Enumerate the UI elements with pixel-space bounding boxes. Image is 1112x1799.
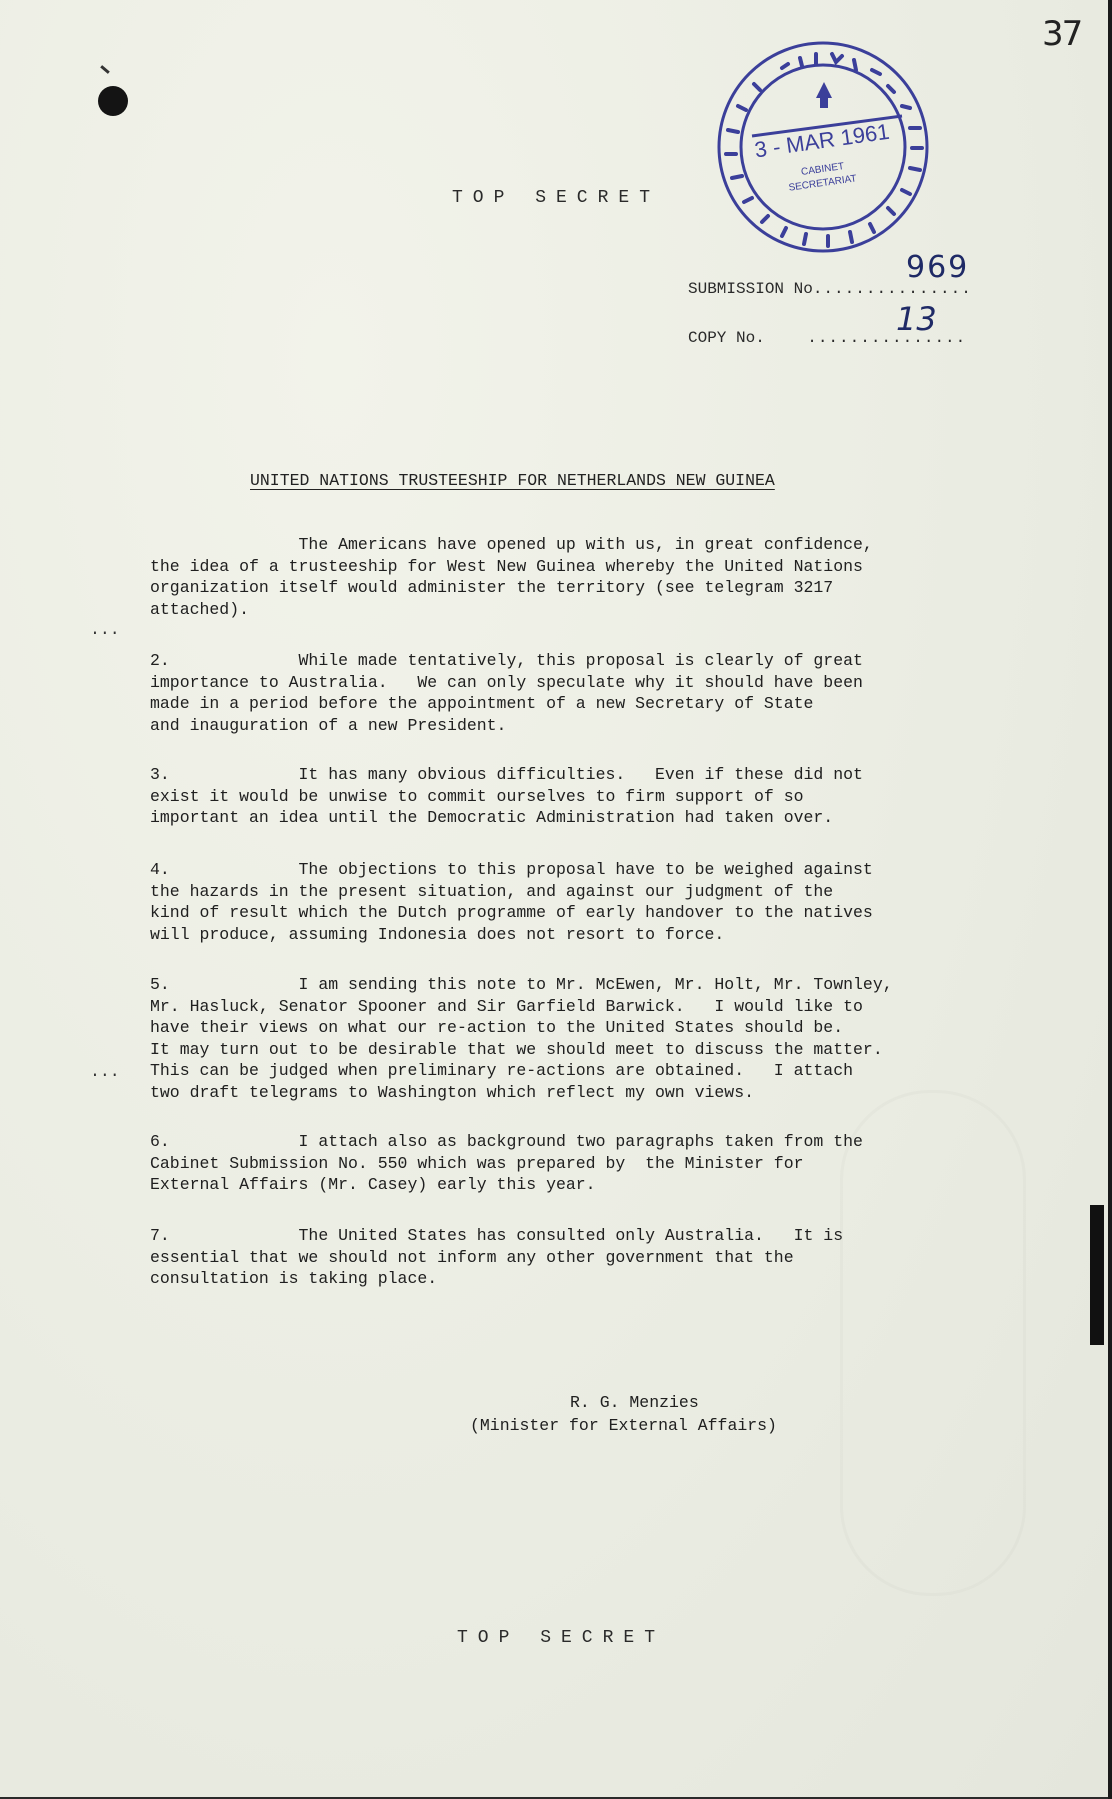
paragraph-3: 3. It has many obvious difficulties. Even if these did not exist it would be unwise to commit ourselves to firm support of so important an idea until the Democratic Administration had taken over. bbox=[150, 765, 863, 827]
paragraph-7: 7. The United States has consulted only Australia. It is essential that we should not inform any other government that the consultation is taking place. bbox=[150, 1226, 844, 1288]
signature-name: R. G. Menzies bbox=[570, 1393, 699, 1412]
classification-footer: TOP SECRET bbox=[457, 1628, 666, 1648]
page-edge-tab bbox=[1090, 1205, 1104, 1345]
show-through-watermark bbox=[840, 1090, 1026, 1596]
submission-label: SUBMISSION No bbox=[688, 280, 813, 298]
paragraph-4: 4. The objections to this proposal have to be weighed against the hazards in the present situation, and against our judgment of the kind of result which the Dutch programme of early handover to the natives will produce, assuming Indonesia does not resort to force. bbox=[150, 860, 873, 944]
submission-number-line: SUBMISSION No............... bbox=[688, 280, 972, 298]
copy-number-line: COPY No. ............... bbox=[688, 329, 967, 347]
punch-hole-mark bbox=[100, 65, 110, 74]
punch-hole bbox=[98, 86, 128, 116]
page-number: 37 bbox=[1042, 14, 1082, 54]
classification-header: TOP SECRET bbox=[452, 188, 661, 208]
scan-edge bbox=[1108, 0, 1112, 1799]
signature-title: (Minister for External Affairs) bbox=[470, 1416, 777, 1435]
copy-number: 13 bbox=[896, 300, 937, 338]
copy-label: COPY No. bbox=[688, 329, 765, 347]
paragraph-1: The Americans have opened up with us, in great confidence, the idea of a trusteeship for West New Guinea whereby the United Nations organization itself would administer the territory (see telegram 3217 attached). bbox=[150, 535, 873, 619]
cabinet-secretariat-stamp bbox=[712, 36, 934, 258]
paragraph-5: 5. I am sending this note to Mr. McEwen, Mr. Holt, Mr. Townley, Mr. Hasluck, Senator Spooner and Sir Garfield Barwick. I would like to have their views on what our re-action to the United States should be. It may turn out to be desirable that we should meet to discuss the matter. This can be judged when preliminary re-actions are obtained. I attach two draft telegrams to Washington which reflect my own views. bbox=[150, 975, 893, 1102]
submission-number: 969 bbox=[906, 250, 970, 285]
margin-mark-attachment: ... bbox=[90, 1062, 120, 1081]
stamp-line2: SECRETARIAT bbox=[787, 173, 858, 194]
stamp-date: 3 - MAR 1961 bbox=[753, 118, 891, 163]
stamp-line1: CABINET bbox=[800, 161, 845, 178]
document-title: UNITED NATIONS TRUSTEESHIP FOR NETHERLANDS NEW GUINEA bbox=[250, 471, 775, 490]
paragraph-2: 2. While made tentatively, this proposal is clearly of great importance to Australia. We can only speculate why it should have been made in a period before the appointment of a new Secretary of State and inauguration of a new President. bbox=[150, 651, 863, 735]
paragraph-6: 6. I attach also as background two paragraphs taken from the Cabinet Submission No. 550 which was prepared by the Minister for External Affairs (Mr. Casey) early this year. bbox=[150, 1132, 863, 1194]
margin-mark-attachment: ... bbox=[90, 620, 120, 639]
